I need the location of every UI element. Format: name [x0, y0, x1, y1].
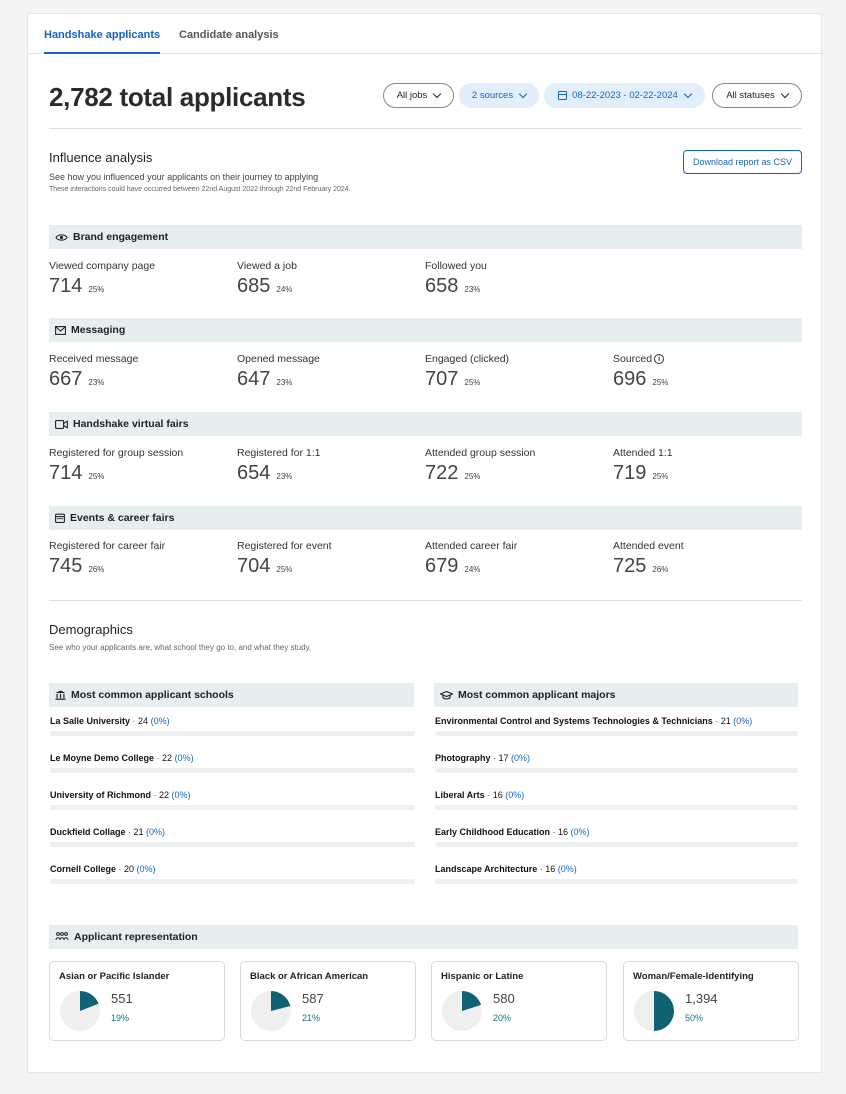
rep-count: 1,394	[685, 991, 718, 1006]
metric-value: 647	[237, 368, 271, 390]
major-row: Liberal Arts · 16 (0%)	[435, 790, 798, 810]
schools-header	[49, 683, 414, 707]
metric-label: Registered for group session	[49, 447, 184, 459]
metric-attended-career-fair	[425, 540, 605, 578]
people-group-icon	[55, 932, 69, 942]
calendar-icon	[558, 91, 567, 100]
major-pct: (0%)	[511, 753, 531, 763]
metric-pct: 25%	[652, 378, 669, 387]
metric-registered-career-fair	[49, 540, 229, 578]
major-name: Environmental Control and Systems Technologies & Technicians	[435, 716, 713, 726]
metric-value: 704	[237, 555, 271, 577]
sources-filter-label: 2 sources	[471, 90, 514, 101]
metric-value: 654	[237, 462, 271, 484]
representation-card	[240, 961, 416, 1041]
status-filter[interactable]	[712, 83, 802, 108]
section-virtual-fairs	[49, 412, 802, 436]
metric-value: 745	[49, 555, 83, 577]
chevron-down-icon	[519, 90, 527, 98]
school-row: Le Moyne Demo College · 22 (0%)	[50, 753, 415, 773]
metric-label: Received message	[49, 353, 139, 365]
rep-pct: 20%	[493, 1013, 512, 1023]
metric-registered-1on1	[237, 447, 417, 485]
major-count: 21	[720, 716, 731, 726]
school-row: University of Richmond · 22 (0%)	[50, 790, 415, 810]
page-title: 2,782 total applicants	[49, 82, 306, 112]
institution-icon	[55, 690, 66, 700]
major-row: Early Childhood Education · 16 (0%)	[435, 827, 798, 847]
major-pct: (0%)	[570, 827, 590, 837]
metric-value: 725	[613, 555, 647, 577]
major-count: 16	[558, 827, 569, 837]
metric-pct: 25%	[276, 565, 293, 574]
school-name: Duckfield Collage	[50, 827, 126, 837]
school-name: Cornell College	[50, 864, 117, 874]
major-name: Photography	[435, 753, 491, 763]
section-title: Handshake virtual fairs	[73, 418, 189, 430]
major-pct: (0%)	[733, 716, 753, 726]
tab-handshake-applicants[interactable]: Handshake applicants	[44, 29, 161, 41]
metric-value: 658	[425, 275, 459, 297]
info-icon[interactable]: i	[654, 354, 664, 364]
major-count: 16	[492, 790, 503, 800]
date-range-filter[interactable]	[544, 83, 705, 108]
school-pct: (0%)	[171, 790, 191, 800]
pie-chart	[59, 990, 101, 1032]
schools-title: Most common applicant schools	[71, 689, 234, 701]
demographics-subtitle: See who your applicants are, what school they go to, and what they study.	[49, 643, 312, 652]
metric-pct: 25%	[88, 472, 105, 481]
metric-attended-group-session	[425, 447, 605, 485]
rep-label: Black or African American	[250, 971, 369, 982]
school-pct: (0%)	[146, 827, 166, 837]
metric-viewed-a-job	[237, 260, 417, 298]
representation-card	[431, 961, 607, 1041]
metric-label: Attended group session	[425, 447, 536, 459]
metric-attended-1on1	[613, 447, 793, 485]
metric-value: 685	[237, 275, 271, 297]
influence-title: Influence analysis	[49, 150, 153, 165]
rep-count: 551	[111, 991, 133, 1006]
major-count: 16	[545, 864, 556, 874]
school-name: La Salle University	[50, 716, 131, 726]
calendar-icon	[55, 513, 65, 523]
section-title: Brand engagement	[73, 231, 169, 243]
metric-followed-you	[425, 260, 605, 298]
metric-value: 722	[425, 462, 459, 484]
school-count: 24	[138, 716, 149, 726]
metric-label: Registered for career fair	[49, 540, 166, 552]
graduation-cap-icon	[440, 691, 453, 700]
download-csv-button[interactable]: Download report as CSV	[683, 150, 802, 174]
representation-title: Applicant representation	[74, 931, 198, 943]
metric-viewed-company-page	[49, 260, 229, 298]
metric-pct: 25%	[88, 285, 105, 294]
section-messaging	[49, 318, 802, 342]
major-pct: (0%)	[505, 790, 525, 800]
metric-opened-message	[237, 353, 417, 391]
school-bar	[50, 768, 415, 773]
major-count: 17	[498, 753, 509, 763]
metric-label: Opened message	[237, 353, 320, 365]
chevron-down-icon	[781, 90, 789, 98]
major-name: Early Childhood Education	[435, 827, 551, 837]
school-row: Duckfield Collage · 21 (0%)	[50, 827, 415, 847]
pie-chart	[250, 990, 292, 1032]
major-pct: (0%)	[557, 864, 577, 874]
school-bar	[50, 805, 415, 810]
metric-attended-event	[613, 540, 793, 578]
metric-pct: 25%	[464, 378, 481, 387]
metric-engaged-clicked	[425, 353, 605, 391]
majors-title: Most common applicant majors	[458, 689, 616, 701]
metric-value: 714	[49, 275, 83, 297]
metric-pct: 23%	[88, 378, 105, 387]
rep-count: 587	[302, 991, 324, 1006]
section-brand-engagement	[49, 225, 802, 249]
major-row: Environmental Control and Systems Technologies & Technicians · 21 (0%)	[435, 716, 798, 736]
major-bar	[435, 731, 798, 736]
rep-pct: 21%	[302, 1013, 321, 1023]
metric-pct: 24%	[276, 285, 293, 294]
major-row: Photography · 17 (0%)	[435, 753, 798, 773]
metric-pct: 25%	[464, 472, 481, 481]
school-pct: (0%)	[174, 753, 194, 763]
school-bar	[50, 731, 415, 736]
main-card	[27, 13, 822, 1073]
status-filter-label: All statuses	[726, 90, 775, 101]
metric-label: Attended event	[613, 540, 684, 552]
metric-value: 667	[49, 368, 83, 390]
metric-value: 714	[49, 462, 83, 484]
major-bar	[435, 842, 798, 847]
school-bar	[50, 879, 415, 884]
metric-label: Followed you	[425, 260, 487, 272]
jobs-filter-label: All jobs	[396, 90, 428, 101]
major-name: Landscape Architecture	[435, 864, 538, 874]
representation-card	[49, 961, 225, 1041]
rep-label: Hispanic or Latine	[441, 971, 524, 982]
major-bar	[435, 768, 798, 773]
eye-icon	[55, 233, 68, 242]
rep-count: 580	[493, 991, 515, 1006]
section-title: Messaging	[71, 324, 126, 336]
date-range-label: 08-22-2023 - 02-22-2024	[572, 90, 678, 101]
school-count: 21	[133, 827, 144, 837]
metric-pct: 26%	[88, 565, 105, 574]
sources-filter[interactable]	[459, 83, 539, 108]
rep-pct: 19%	[111, 1013, 130, 1023]
school-count: 20	[124, 864, 135, 874]
jobs-filter[interactable]	[383, 83, 454, 108]
school-row: Cornell College · 20 (0%)	[50, 864, 415, 884]
major-name: Liberal Arts	[435, 790, 485, 800]
metric-pct: 23%	[276, 378, 293, 387]
chevron-down-icon	[433, 90, 441, 98]
metric-pct: 23%	[276, 472, 293, 481]
school-count: 22	[159, 790, 170, 800]
metric-pct: 24%	[464, 565, 481, 574]
metric-received-message	[49, 353, 229, 391]
metric-label: Viewed company page	[49, 260, 156, 272]
pie-chart	[633, 990, 675, 1032]
metric-pct: 23%	[464, 285, 481, 294]
school-bar	[50, 842, 415, 847]
representation-card	[623, 961, 799, 1041]
metric-label: Sourced	[613, 353, 653, 365]
school-pct: (0%)	[136, 864, 156, 874]
rep-pct: 50%	[685, 1013, 704, 1023]
school-name: Le Moyne Demo College	[50, 753, 155, 763]
major-bar	[435, 879, 798, 884]
metric-value: 679	[425, 555, 459, 577]
metric-value: 696	[613, 368, 647, 390]
section-title: Events & career fairs	[70, 512, 175, 524]
school-row: La Salle University · 24 (0%)	[50, 716, 415, 736]
school-pct: (0%)	[150, 716, 170, 726]
metric-registered-event	[237, 540, 417, 578]
rep-label: Woman/Female-Identifying	[633, 971, 754, 982]
pie-chart	[441, 990, 483, 1032]
chevron-down-icon	[684, 90, 692, 98]
rep-label: Asian or Pacific Islander	[59, 971, 170, 982]
major-row: Landscape Architecture · 16 (0%)	[435, 864, 798, 884]
metric-label: Registered for 1:1	[237, 447, 321, 459]
pie-slice	[654, 991, 674, 1031]
influence-note: These interactions could have occurred between 22nd August 2022 through 22nd February 2024.	[49, 186, 351, 193]
school-name: University of Richmond	[50, 790, 152, 800]
metric-pct: 25%	[652, 472, 669, 481]
metric-label: Engaged (clicked)	[425, 353, 510, 365]
demographics-title: Demographics	[49, 622, 133, 637]
divider	[49, 128, 802, 129]
metric-registered-group-session	[49, 447, 229, 485]
section-events-career-fairs	[49, 506, 802, 530]
divider	[49, 600, 802, 601]
tab-candidate-analysis[interactable]: Candidate analysis	[179, 29, 279, 41]
metric-label: Viewed a job	[237, 260, 297, 272]
metric-label: Attended 1:1	[613, 447, 673, 459]
mail-icon	[55, 326, 66, 335]
tab-bar	[28, 14, 823, 54]
major-bar	[435, 805, 798, 810]
representation-header	[49, 925, 798, 949]
metric-value: 719	[613, 462, 647, 484]
metric-label: Attended career fair	[425, 540, 518, 552]
influence-subtitle: See how you influenced your applicants on their journey to applying	[49, 172, 319, 182]
majors-header	[434, 683, 798, 707]
metric-pct: 26%	[652, 565, 669, 574]
metric-sourced	[613, 353, 793, 391]
video-icon	[55, 420, 68, 429]
school-count: 22	[162, 753, 173, 763]
metric-value: 707	[425, 368, 459, 390]
metric-label: Registered for event	[237, 540, 332, 552]
